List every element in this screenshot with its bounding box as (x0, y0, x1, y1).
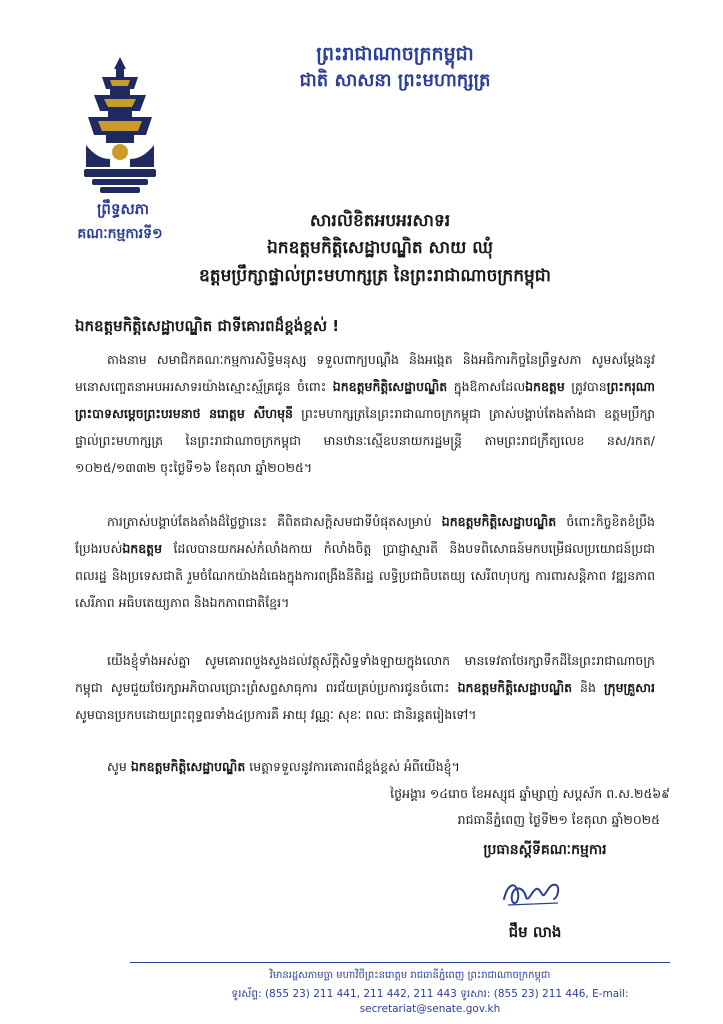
phone-label: ទូរស័ព្ទ: (231, 988, 262, 1000)
recipient-position: ឧត្តមប្រឹក្សាផ្ទាល់ព្រះមហាក្សត្រ នៃព្រះរាជាណាចក្រកម្ពុជា (199, 266, 551, 286)
text-run: ការត្រាស់បង្គាប់តែងតាំងដ៏ថ្លៃថ្លានេះ គឺពិតជាសក្ដិសមជាទីបំផុតសម្រាប់ (107, 514, 442, 529)
text-run: ត្រូវបាន (564, 379, 607, 394)
fax-and-email: (855 23) 211 446, E-mail: secretariat@senate.gov.kh (359, 988, 629, 1015)
phone-numbers: (855 23) 211 441, 211 442, 211 443 (261, 988, 457, 1000)
text-run: និង (572, 680, 604, 695)
bold-text-run: ឯកឧត្តម (525, 379, 565, 394)
body-paragraph-2 (75, 508, 655, 616)
letter-title: សារលិខិតអបអរសាទរ (309, 211, 451, 231)
text-run: សូម (107, 759, 131, 774)
body-paragraph-4 (75, 753, 655, 780)
solar-date: រាជធានីភ្នំពេញ ថ្ងៃទី២១ ខែតុលា ឆ្នាំ២០២៥ (457, 812, 660, 827)
recipient-name: ឯកឧត្តមកិត្តិសេដ្ឋាបណ្ឌិត សាយ ឈុំ (267, 238, 493, 258)
text-run: ចំពោះកិច្ចខិតខំប្រឹងប្រែងរបស់ (75, 514, 655, 556)
senate-emblem-icon (80, 55, 160, 195)
text-run: តាងនាម សមាជិកគណៈកម្មការសិទ្ធិមនុស្ស ទទួលពាក្យបណ្តឹង និងអង្កេត និងអធិការកិច្ចនៃព្រឹទ្ធសភា សូមសម្តែងនូវមនោសញ្ចេតនាអបអរសាទរយ៉ាងស្មោះស្ម័គ្រជូន ចំពោះ (75, 352, 655, 394)
bold-text-run: ឯកឧត្តមកិត្តិសេដ្ឋាបណ្ឌិត (441, 514, 557, 529)
bold-text-run: ក្រុមគ្រួសារ (603, 680, 655, 695)
commission-name: គណៈកម្មការទី១ (77, 226, 163, 242)
handwritten-signature-icon (498, 873, 568, 913)
text-run: មេត្តាទទួលនូវការគោរពដ៏ខ្ពង់ខ្ពស់ អំពីយើងខ្ញុំ។ (245, 759, 460, 774)
signatory-title: ប្រធានស្តីទីគណៈកម្មការ (483, 842, 607, 858)
body-paragraph-3 (75, 647, 655, 728)
text-run: ក្នុងឱកាសដែល (447, 379, 526, 394)
bold-text-run: ឯកឧត្តមកិត្តិសេដ្ឋាបណ្ឌិត (457, 680, 573, 695)
text-run: សូមបានប្រកបដោយព្រះពុទ្ធពរទាំង៤ប្រការគឺ អាយុ វណ្ណៈ សុខៈ ពលៈ ជានិរន្តតរៀងទៅ។ (75, 707, 477, 722)
text-run: ព្រះមហាក្សត្រនៃព្រះរាជាណាចក្រកម្ពុជា ត្រាស់បង្គាប់តែងតាំងជា ឧត្តមប្រឹក្សាផ្ទាល់ព្រះមហាក្សត្រ នៃព្រះរាជាណាចក្រកម្ពុជា មានឋានៈស្មើឧបនាយករដ្ឋមន្ត្រី តាមព្រះរាជក្រឹត្យលេខ នស/រកត/១០២៥/១៣៣២ ចុះថ្ងៃទី១៦ ខែតុលា ឆ្នាំ២០២៥។ (75, 406, 655, 475)
fax-label: ទូរសារ: (460, 988, 491, 1000)
bold-text-run: ឯកឧត្តមកិត្តិសេដ្ឋាបណ្ឌិត (332, 379, 448, 394)
text-run: ដែលបានយកអស់កំលាំងកាយ កំលាំងចិត្ត ប្រាជ្ញាស្មារតី និងបទពិសោធន៍មកបម្រើផលប្រយោជន៍ប្រជាពលរដ្ឋ និងប្រទេសជាតិ រួមចំណែកយ៉ាងដំធេងក្នុងការពង្រឹងនីតិរដ្ឋ លទ្ធិប្រជាធិបតេយ្យ សេរីពហុបក្ស ការពារសន្តិភាព វឌ្ឍនភាព សេរីភាព អធិបតេយ្យភាព និងឯកភាពជាតិខ្មែរ។ (75, 541, 655, 610)
body-paragraph-1 (75, 346, 655, 481)
footer-divider (130, 962, 670, 963)
institution-name: ព្រឹទ្ធសភា (96, 200, 150, 218)
lunar-date: ថ្ងៃអង្គារ ១៤រោច ខែអស្សុជ ឆ្នាំម្សាញ់ សប្តស័ក ព.ស.២៥៦៩ (390, 786, 670, 801)
signatory-name: ជឹម លាង (508, 923, 562, 941)
national-motto: ជាតិ សាសនា ព្រះមហាក្សត្រ (299, 70, 491, 91)
salutation: ឯកឧត្តមកិត្តិសេដ្ឋាបណ្ឌិត ជាទីគោរពដ៏ខ្ពង់ខ្ពស់ ! (75, 317, 340, 335)
footer-contact (170, 988, 690, 1015)
bold-text-run: ឯកឧត្តមកិត្តិសេដ្ឋាបណ្ឌិត (130, 759, 246, 774)
footer-address: វិមានរដ្ឋសភាមច្ឆា មហាវិថីព្រះនរោត្តម រាជធានីភ្នំពេញ ព្រះរាជាណាចក្រកម្ពុជា (269, 970, 551, 981)
bold-text-run: ព្រះករុណាព្រះបាទសម្តេចព្រះបរមនាថ នរោត្តម សីហមុនី (75, 379, 656, 421)
kingdom-heading: ព្រះរាជាណាចក្រកម្ពុជា (316, 43, 474, 65)
text-run: យើងខ្ញុំទាំងអស់គ្នា សូមគោរពបួងសួងដល់វត្ថុស័ក្តិសិទ្ធទាំងឡាយក្នុងលោក មានទេវតាថែរក្សាទឹកដីនៃព្រះរាជាណាចក្រកម្ពុជា សូមជួយថែរក្សាអភិបាលប្រោះព្រំសព្ទសាធុការ ពរជ័យគ្រប់ប្រការជូនចំពោះ (75, 653, 655, 695)
bold-text-run: ឯកឧត្តម (122, 541, 163, 556)
